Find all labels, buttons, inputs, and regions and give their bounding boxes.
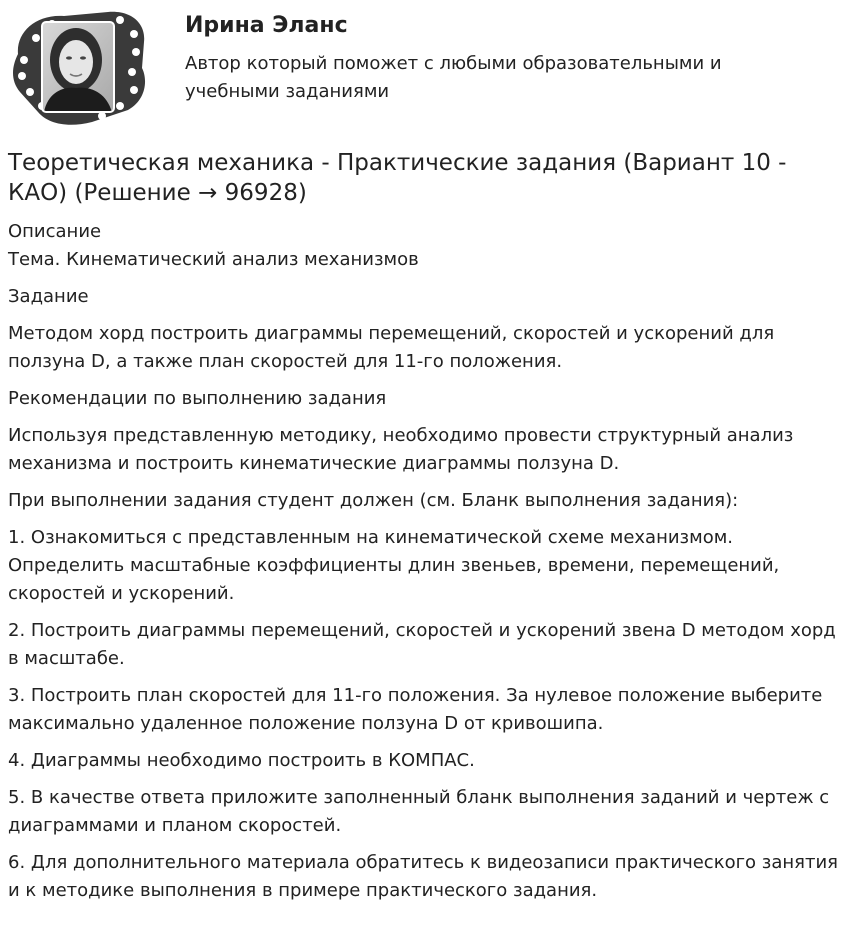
page-title: Теоретическая механика - Практические задания (Вариант 10 - КАО) (Решение → 96928) [8, 150, 787, 206]
recommendations-label: Рекомендации по выполнению задания [8, 388, 387, 409]
author-header [0, 0, 847, 135]
step-item: 6. Для дополнительного материала обратитесь к видеозаписи практического занятия и к методике выполнения в примере практического задания. [8, 852, 838, 901]
step-item: 5. В качестве ответа приложите заполненный бланк выполнения заданий и чертеж с диаграммами и планом скоростей. [8, 787, 830, 836]
step-item: 4. Диаграммы необходимо построить в КОМПАС. [8, 750, 475, 771]
step-item: 1. Ознакомиться с представленным на кинематической схеме механизмом. Определить масштабные коэффициенты длин звеньев, времени, перемещений, скоростей и ускорений. [8, 527, 780, 604]
student-intro: При выполнении задания студент должен (см. Бланк выполнения задания): [8, 490, 739, 511]
task-label: Задание [8, 286, 89, 307]
author-avatar[interactable] [8, 8, 150, 126]
author-name[interactable]: Ирина Эланс [185, 13, 348, 38]
description-label: Описание [8, 221, 102, 242]
recommendations-text: Используя представленную методику, необходимо провести структурный анализ механизма и построить кинематические диаграммы ползуна D. [8, 425, 794, 474]
author-description: Автор который поможет с любыми образовательными и учебными заданиями [185, 53, 722, 102]
step-item: 3. Построить план скоростей для 11-го положения. За нулевое положение выберите максимально удаленное положение ползуна D от кривошипа. [8, 685, 823, 734]
task-text: Методом хорд построить диаграммы перемещений, скоростей и ускорений для ползуна D, а также план скоростей для 11-го положения. [8, 323, 775, 372]
work-content [8, 148, 840, 914]
topic-text: Тема. Кинематический анализ механизмов [8, 249, 419, 270]
step-item: 2. Построить диаграммы перемещений, скоростей и ускорений звена D методом хорд в масштабе. [8, 620, 836, 669]
